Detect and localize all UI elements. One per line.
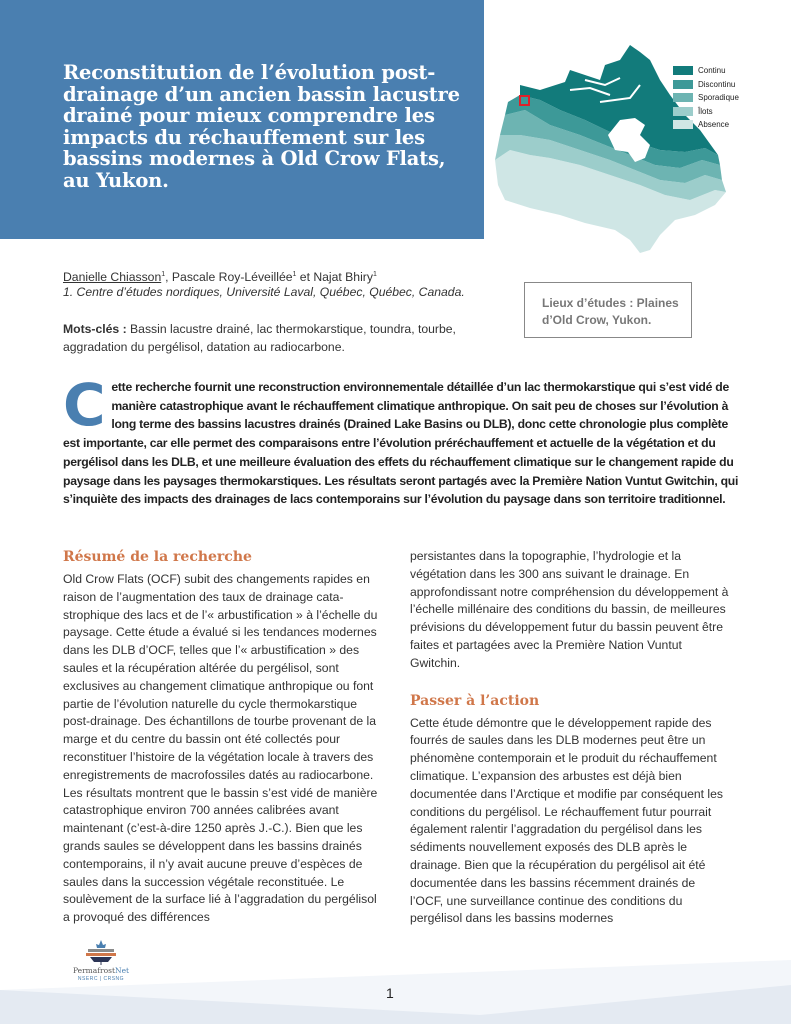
intro-text: ette recherche fournit une reconstruction environnementale détaillée d’un lac thermokarstique qui s’est vidé de manière catastrophique avant le réchauffement climatique anthropique. On sait peu de choses sur l’évolution à long terme des bassins lacustres drainés (Drained Lake Basins ou DLB), donc cette chronologie plus complète est importante, car elle permet des comparaisons entre l’évolution préréchauffement et actuelle de la végétation et du pergélisol dans les DLB, et une meilleure évaluation des effets du réchauffement climatique sur le changement rapide du paysage dans les paysages thermokarstiques. Les résultats seront partagés avec la Première Nation Vuntut Gwitchin, qui s’inquiète des impacts des drainages de lacs contemporains sur l’évolution du paysage dans son territoire traditionnel. bbox=[63, 380, 739, 507]
summary-text: Old Crow Flats (OCF) subit des changements rapides en raison de l’augmentation des taux de drainage catastrophique des lacs et de l’« arbustification » à l’échelle du paysage. Cette étude a évalué si les tendances modernes dans les DLB d’OCF, telles que l’« arbustification » des saules et la récupération altérée du pergélisol, sont exclusives au changement climatique anthropique ou font partie de l’évolution naturelle du cycle thermokarstique post-drainage. Des échantillons de tourbe provenant de la marge et du centre du bassin ont été collectés pour reconstituer l’histoire de la végétation locale à travers des enregistrements de macrofossiles datés au radiocarbone. Les résultats montrent que le bassin s’est vidé de manière catastrophique environ 700 années calibrées avant maintenant (c’est-à-dire 1250 après J.-C.). Bien que les grands saules se développent dans les bassins drainés contemporains, il n’y avait aucune preuve d’espèces de saules dans la succession végétale reconstituée. Le soulèvement de la surface lié à l’aggradation du pergélisol a provoqué des différences bbox=[63, 572, 378, 925]
legend-item bbox=[673, 118, 739, 132]
legend-label: Discontinu bbox=[698, 79, 736, 89]
keywords bbox=[63, 320, 483, 356]
legend-swatch bbox=[673, 66, 693, 75]
section-heading-action: Passer à l’action bbox=[410, 692, 540, 709]
page-title: Reconstitution de l’évolution post-drainage d’un ancien bassin lacustre drainé pour mieux comprendre les impacts du réchauffement sur les bassins modernes à Old Crow Flats, au Yukon. bbox=[63, 61, 460, 192]
author-sup: 1 bbox=[372, 271, 377, 278]
keywords-label: Mots-clés : bbox=[63, 322, 127, 336]
legend-item bbox=[673, 105, 739, 119]
author-sup: 1 bbox=[161, 271, 166, 278]
author-main[interactable]: Danielle Chiasson bbox=[63, 270, 162, 285]
title-band bbox=[0, 0, 484, 239]
map-legend bbox=[673, 64, 739, 132]
author-third: et Najat Bhiry bbox=[296, 270, 373, 285]
legend-swatch bbox=[673, 80, 693, 89]
author-list bbox=[63, 265, 377, 287]
legend-label: Îlots bbox=[698, 106, 713, 116]
permafrost-map bbox=[490, 40, 791, 270]
legend-swatch bbox=[673, 93, 693, 102]
legend-label: Sporadique bbox=[698, 93, 739, 103]
column-right bbox=[410, 548, 730, 928]
intro-paragraph bbox=[63, 371, 743, 509]
column-left bbox=[63, 548, 383, 927]
summary-continuation: persistantes dans la topographie, l’hydrologie et la végétation dans les 300 ans suivant le drainage. En approfondissant notre compréhension du développement à l’échelle millénaire des conditions du bassin, de meilleures prévisions du développement futur du bassin peuvent être faites et partagées avec la Première Nation Vuntut Gwitchin. bbox=[410, 549, 729, 670]
legend-swatch bbox=[673, 120, 693, 129]
author-sup: 1 bbox=[292, 271, 297, 278]
permafrostnet-logo bbox=[62, 938, 140, 988]
action-text: Cette étude démontre que le développement rapide des fourrés de saules dans les DLB modernes peut être un phénomène contemporain et le produit du réchauffement climatique. L’expansion des arbustes est déjà bien documentée dans l’Arctique et modifie par conséquent les conditions du pergélisol. Le réchauffement futur pourrait également ralentir l’aggradation du pergélisol dans les sédiments nouvellement exposés des DLB après le drainage. Bien que la récupération du pergélisol ait été documentée dans les bassins récemment drainés de l’OCF, une surveillance continue des conditions du pergélisol dans les bassins modernes bbox=[410, 715, 724, 926]
affiliation: 1. Centre d’études nordiques, Université Laval, Québec, Québec, Canada. bbox=[63, 285, 465, 299]
page-number: 1 bbox=[386, 985, 394, 1001]
legend-swatch bbox=[673, 107, 693, 116]
canada-map-figure bbox=[490, 40, 791, 270]
legend-label: Continu bbox=[698, 66, 726, 76]
section-heading-summary: Résumé de la recherche bbox=[63, 549, 252, 565]
dropcap: C bbox=[63, 371, 106, 439]
keywords-text: Bassin lacustre drainé, lac thermokarstique, toundra, tourbe, aggradation du pergélisol, datation au radiocarbone. bbox=[63, 322, 456, 354]
study-location-box bbox=[524, 282, 692, 338]
legend-item bbox=[673, 91, 739, 105]
legend-label: Absence bbox=[698, 120, 730, 130]
study-location-text: Lieux d’études : Plaines d’Old Crow, Yukon. bbox=[542, 296, 679, 327]
logo-wordmark: PermafrostNet bbox=[72, 966, 130, 975]
logo-subtitle: NSERC | CRSNG bbox=[77, 976, 125, 982]
maple-leaf-icon bbox=[62, 938, 140, 966]
legend-item bbox=[673, 78, 739, 92]
author-second: , Pascale Roy-Léveillée bbox=[165, 270, 293, 285]
legend-item bbox=[673, 64, 739, 78]
